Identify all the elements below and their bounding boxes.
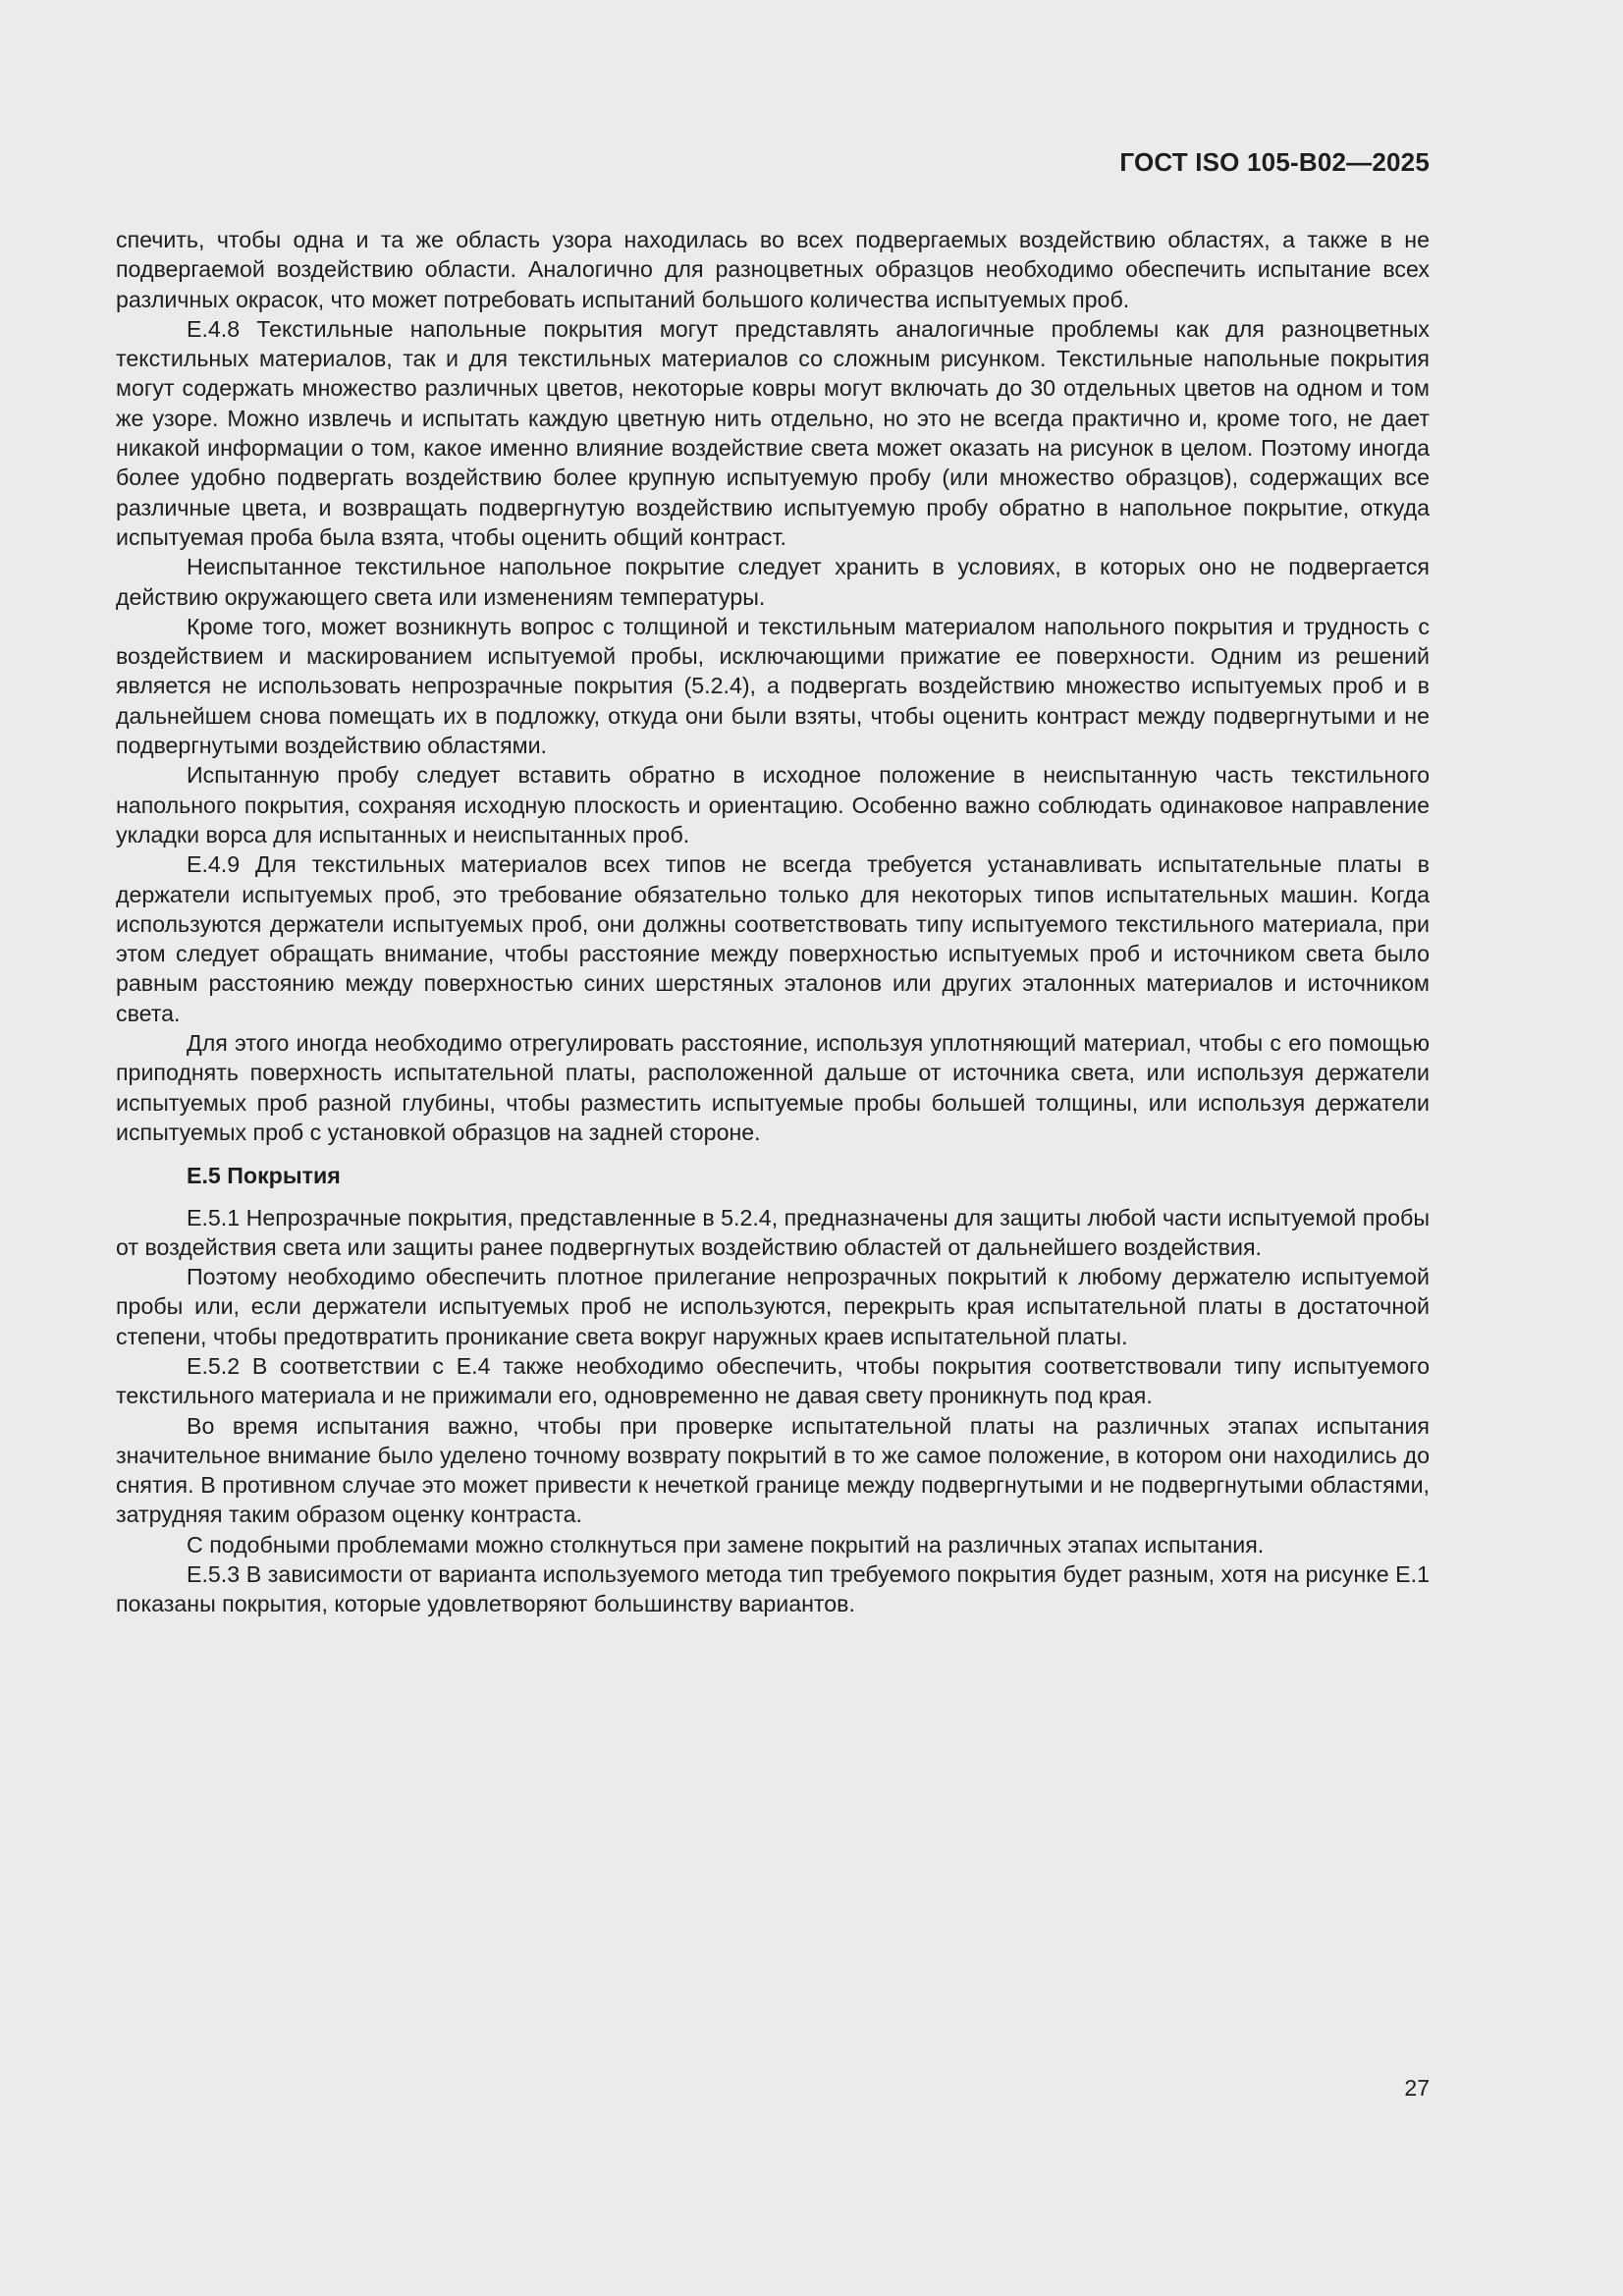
paragraph: С подобными проблемами можно столкнуться при замене покрытий на различных этапах испытания. — [187, 1531, 1265, 1558]
section-heading-e5: Е.5 Покрытия — [187, 1163, 341, 1189]
paragraph: Испытанную пробу следует вставить обратно в исходное положение в неиспытанную часть текстильного напольного покрытия, сохраняя исходную плоскость и ориентацию. Особенно важно соблюдать одинаковое направление укладки ворса для испытанных и неиспытанных проб. — [116, 762, 1430, 847]
page-number: 27 — [1404, 2075, 1430, 2101]
paragraph: Е.4.9 Для текстильных материалов всех типов не всегда требуется устанавливать испытательные платы в держатели испытуемых проб, это требование обязательно только для некоторых типов испытательных машин. Когда используются держатели испытуемых проб, они должны соответствовать типу испытуемого текстильного материала, при этом следует обращать внимание, чтобы расстояние между поверхностью испытуемых проб и источником света было равным расстоянию между поверхностью синих шерстяных эталонов или других эталонных материалов и источником света. — [116, 851, 1430, 1026]
document-body — [116, 225, 1430, 1619]
paragraph: Е.5.2 В соответствии с Е.4 также необходимо обеспечить, чтобы покрытия соответствовали типу испытуемого текстильного материала и не прижимали его, одновременно не давая свету проникнуть под края. — [116, 1352, 1430, 1409]
paragraph-group-e4 — [116, 225, 1430, 1147]
document-header: ГОСТ ISO 105-B02—2025 — [1119, 147, 1430, 177]
paragraph: Во время испытания важно, чтобы при проверке испытательной платы на различных этапах испытания значительное внимание было уделено точному возврату покрытий в то же самое положение, в котором они находились до снятия. В противном случае это может привести к нечеткой границе между подвергнутыми и не подвергнутыми областями, затрудняя таким образом оценку контраста. — [116, 1412, 1430, 1528]
paragraph: Поэтому необходимо обеспечить плотное прилегание непрозрачных покрытий к любому держателю испытуемой пробы или, если держатели испытуемых проб не используются, перекрыть края испытательной платы в достаточной степени, чтобы предотвратить проникание света вокруг наружных краев испытательной платы. — [116, 1264, 1430, 1349]
paragraph: Е.4.8 Текстильные напольные покрытия могут представлять аналогичные проблемы как для разноцветных текстильных материалов, так и для текстильных материалов со сложным рисунком. Текстильные напольные покрытия могут содержать множество различных цветов, некоторые ковры могут включать до 30 отдельных цветов на одном и том же узоре. Можно извлечь и испытать каждую цветную нить отдельно, но это не всегда практично и, кроме того, не дает никакой информации о том, какое именно влияние воздействие света может оказать на рисунок в целом. Поэтому иногда более удобно подвергать воздействию более крупную испытуемую пробу (или множество образцов), содержащих все различные цвета, и возвращать подвергнутую воздействию испытуемую пробу обратно в напольное покрытие, откуда испытуемая проба была взята, чтобы оценить общий контраст. — [116, 315, 1430, 550]
paragraph-group-e5 — [116, 1203, 1430, 1619]
paragraph: Е.5.1 Непрозрачные покрытия, представленные в 5.2.4, предназначены для защиты любой части испытуемой пробы от воздействия света или защиты ранее подвергнутых воздействию областей от дальнейшего воздействия. — [116, 1204, 1430, 1260]
paragraph: спечить, чтобы одна и та же область узора находилась во всех подвергаемых воздействию областях, а также в не подвергаемой воздействию области. Аналогично для разноцветных образцов необходимо обеспечить испытание всех различных окрасок, что может потребовать испытаний большого количества испытуемых проб. — [116, 227, 1430, 312]
paragraph: Кроме того, может возникнуть вопрос с толщиной и текстильным материалом напольного покрытия и трудность с воздействием и маскированием испытуемой пробы, исключающими прижатие ее поверхности. Одним из решений является не использовать непрозрачные покрытия (5.2.4), а подвергать воздействию множество испытуемых проб и в дальнейшем снова помещать их в подложку, откуда они были взяты, чтобы оценить контраст между подвергнутыми и не подвергнутыми воздействию областями. — [116, 613, 1430, 759]
paragraph: Для этого иногда необходимо отрегулировать расстояние, используя уплотняющий материал, чтобы с его помощью приподнять поверхность испытательной платы, расположенной дальше от источника света, или используя держатели испытуемых проб разной глубины, чтобы разместить испытуемые пробы большей толщины, или используя держатели испытуемых проб с установкой образцов на задней стороне. — [116, 1030, 1430, 1145]
paragraph: Неиспытанное текстильное напольное покрытие следует хранить в условиях, в которых оно не подвергается действию окружающего света или изменениям температуры. — [116, 554, 1430, 610]
paragraph: Е.5.3 В зависимости от варианта используемого метода тип требуемого покрытия будет разным, хотя на рисунке Е.1 показаны покрытия, которые удовлетворяют большинству вариантов. — [116, 1561, 1430, 1617]
